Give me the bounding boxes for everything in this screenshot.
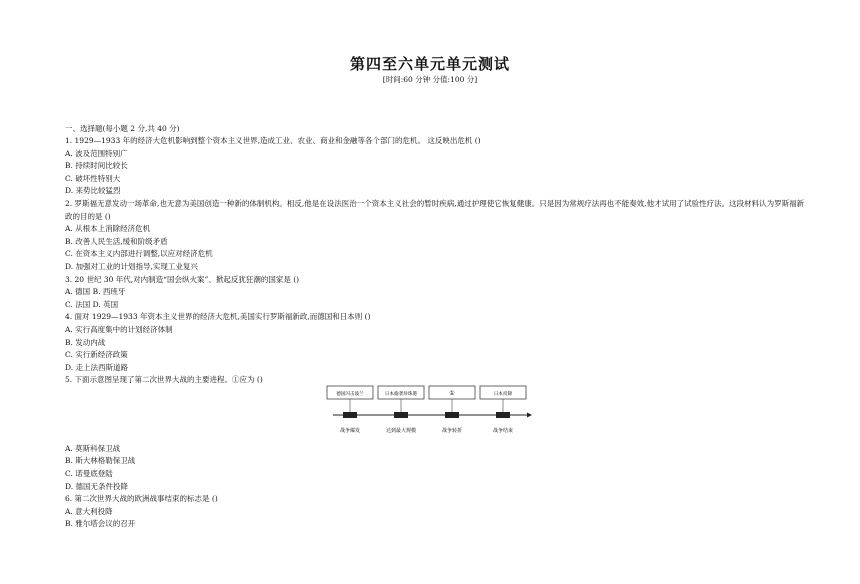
- question-2-option-d[interactable]: D. 加强对工业的计划指导,实现工业复兴: [65, 261, 198, 271]
- question-2-option-c[interactable]: C. 在资本主义内部进行调整,以应对经济危机: [65, 249, 213, 259]
- question-3-stem: 3. 20 世纪 30 年代,对内制造“国会纵火案”、掀起反犹狂潮的国家是 (): [65, 274, 300, 284]
- stage-label-2: 达到最大规模: [385, 427, 417, 434]
- page-title: 第四至六单元单元测试: [349, 55, 510, 73]
- question-4-option-c[interactable]: C. 实行新经济政策: [65, 350, 128, 360]
- diagram-box-2: [378, 386, 424, 399]
- question-4-option-b[interactable]: B. 发动内战: [65, 337, 106, 347]
- question-6-stem: 6. 第二次世界大战的欧洲战事结束的标志是 (): [65, 494, 218, 504]
- question-5-option-d[interactable]: D. 德国无条件投降: [65, 481, 129, 491]
- section-heading: 一、选择题(每小题 2 分,共 40 分): [65, 124, 180, 133]
- question-1-option-d[interactable]: D. 来势比较猛烈: [65, 186, 121, 196]
- question-6-option-a[interactable]: A. 意大利投降: [65, 506, 113, 516]
- diagram-box-3: [429, 386, 475, 399]
- question-5-option-b[interactable]: B. 斯大林格勒保卫战: [65, 456, 136, 466]
- time-score-info: [时间:60 分钟 分值:100 分]: [382, 75, 478, 84]
- question-content: [65, 122, 805, 531]
- timeline-marker-1: [343, 412, 357, 418]
- timeline-marker-4: [496, 412, 510, 418]
- question-4-option-d[interactable]: D. 走上法西斯道路: [65, 362, 129, 372]
- diagram-box-1-label: 德国闪击波兰: [336, 391, 364, 397]
- question-5-option-c[interactable]: C. 诺曼底登陆: [65, 469, 113, 479]
- question-5-option-a[interactable]: A. 莫斯科保卫战: [65, 443, 121, 453]
- question-6-option-b[interactable]: B. 雅尔塔会议的召开: [65, 519, 136, 529]
- question-4-option-a[interactable]: A. 实行高度集中的计划经济体制: [65, 324, 173, 334]
- timeline-marker-3: [445, 412, 459, 418]
- stage-label-3: 战争转折: [441, 427, 463, 434]
- diagram-box-4-label: 日本投降: [493, 391, 513, 397]
- timeline-marker-2: [394, 412, 408, 418]
- question-1-option-b[interactable]: B. 持续时间比较长: [65, 161, 128, 171]
- question-1-option-c[interactable]: C. 破坏性特别大: [65, 173, 121, 183]
- question-3-options-ab[interactable]: A. 德国 B. 西班牙: [65, 287, 126, 297]
- stage-label-1: 战争爆发: [339, 427, 361, 434]
- question-2-option-b[interactable]: B. 改善人民生活,缓和阶级矛盾: [65, 236, 168, 246]
- question-1-option-a[interactable]: A. 波及范围特别广: [65, 148, 128, 158]
- question-4-stem: 4. 面对 1929—1933 年资本主义世界的经济大危机,美国实行罗斯福新政,而德国和日本则 (): [65, 312, 371, 322]
- diagram-box-2-label: 日本偷袭珍珠港: [384, 391, 418, 397]
- question-2-stem: 2. 罗斯福无意发动一场革命,也无意为美国创造一种新的体制机构。相反,他是在设法医治一个资本主义社会的暂时疾病,通过护理使它恢复健康。只是因为常规疗法再也不能奏效,他才试用了试验性疗法。这段材料认为罗斯福新政的目的是 (): [65, 198, 805, 221]
- timeline-diagram: [325, 385, 535, 443]
- stage-label-4: 战争结束: [492, 427, 514, 434]
- question-5-stem: 5. 下面示意图呈现了第二次世界大战的主要进程。①应为 (): [65, 375, 263, 385]
- diagram-box-1: [327, 386, 373, 399]
- ww2-process-diagram: [65, 387, 805, 443]
- question-2-option-a[interactable]: A. 从根本上消除经济危机: [65, 224, 151, 234]
- diagram-box-4: [480, 386, 526, 399]
- diagram-box-3-label: ①: [449, 389, 455, 397]
- question-1-stem: 1. 1929—1933 年的经济大危机影响到整个资本主义世界,造成工业、农业、商业和金融等各个部门的危机。 这反映出危机 (): [65, 136, 481, 145]
- question-3-options-cd[interactable]: C. 法国 D. 英国: [65, 299, 119, 309]
